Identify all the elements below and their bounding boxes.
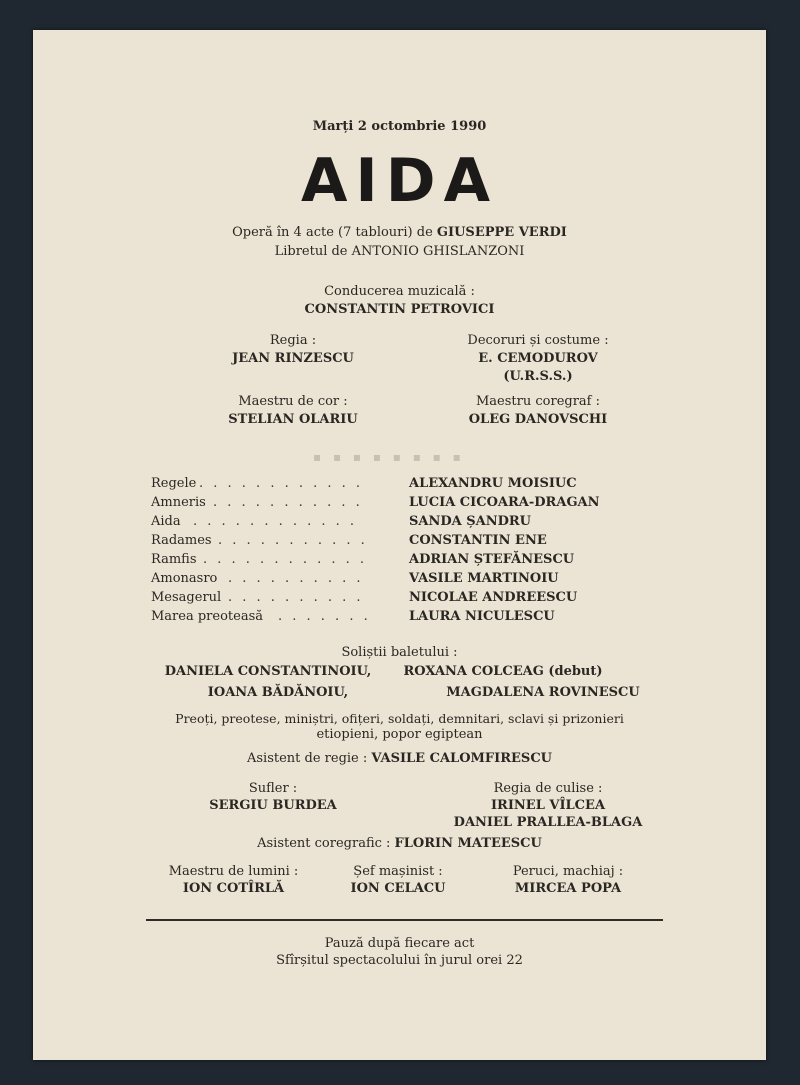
- ensemble-line-1: Preoți, preotese, miniștri, ofițeri, soldați, demnitari, sclavi și prizonieri: [175, 711, 624, 726]
- stage-manager: DANIEL PRALLEA-BLAGA: [453, 815, 643, 830]
- role-name: Aida: [151, 514, 181, 529]
- actor-name: LAURA NICULESCU: [409, 609, 555, 624]
- director-label: Regia :: [269, 333, 317, 348]
- role-name: Marea preoteasă: [151, 609, 263, 624]
- performance-date: Marți 2 octombrie 1990: [312, 119, 487, 134]
- conductor: CONSTANTIN PETROVICI: [304, 302, 495, 317]
- ballet-soloist: ROXANA COLCEAG (debut): [403, 664, 603, 679]
- assistant-director: VASILE CALOMFIRESCU: [371, 751, 552, 766]
- dot-leader: . . . . . . . . . . .: [218, 533, 368, 548]
- sets-origin: (U.R.S.S.): [503, 369, 573, 384]
- role-name: Amneris: [151, 495, 206, 510]
- machinist-label: Șef mașinist :: [353, 864, 443, 879]
- actor-name: VASILE MARTINOIU: [409, 571, 559, 586]
- choreographer: OLEG DANOVSCHI: [468, 412, 608, 427]
- chorus-master: STELIAN OLARIU: [228, 412, 358, 427]
- dot-leader: . . . . . . . . . . . .: [193, 514, 358, 529]
- actor-name: CONSTANTIN ENE: [409, 533, 547, 548]
- choreographer-label: Maestru coregraf :: [476, 394, 600, 409]
- libretto-line: [33, 244, 766, 260]
- director: JEAN RINZESCU: [232, 351, 354, 366]
- dot-leader: . . . . . . . . . . .: [213, 495, 363, 510]
- role-name: Amonasro: [151, 571, 218, 586]
- actor-name: LUCIA CICOARA-DRAGAN: [409, 495, 600, 510]
- role-name: Radames: [151, 533, 212, 548]
- actor-name: ALEXANDRU MOISIUC: [409, 476, 577, 491]
- dot-leader: . . . . . . . . . .: [228, 590, 364, 605]
- subtitle: [33, 225, 766, 241]
- lighting-label: Maestru de lumini :: [168, 864, 299, 879]
- actor-name: ADRIAN ȘTEFĂNESCU: [409, 552, 575, 567]
- actor-name: SANDA ȘANDRU: [409, 514, 532, 529]
- dot-leader: . . . . . . . . . .: [228, 571, 364, 586]
- footer-end-time: Sfîrșitul spectacolului în jurul orei 22: [276, 953, 523, 968]
- conductor-label: Conducerea muzicală :: [324, 284, 475, 299]
- librettist: ANTONIO GHISLANZONI: [351, 244, 525, 259]
- role-name: Regele: [151, 476, 197, 491]
- assistant-choreographer-line: [33, 836, 766, 852]
- lighting-master: ION COTÎRLĂ: [182, 881, 285, 896]
- sets-label: Decoruri și costume :: [467, 333, 609, 348]
- faded-ink-smudge: ▪ ▪ ▪ ▪ ▪ ▪ ▪ ▪: [313, 450, 465, 464]
- subtitle-prefix: Operă în 4 acte (7 tablouri) de: [232, 225, 437, 240]
- role-name: Ramfis: [151, 552, 197, 567]
- assistant-choreographer: FLORIN MATEESCU: [394, 836, 542, 851]
- dot-leader: . . . . . . . . . . . .: [199, 476, 364, 491]
- stage-manager-label: Regia de culise :: [493, 781, 603, 796]
- chorus-label: Maestru de cor :: [238, 394, 348, 409]
- libretto-prefix: Libretul de: [274, 244, 352, 259]
- ensemble-line-2: etiopieni, popor egiptean: [316, 727, 483, 742]
- prompter-label: Sufler :: [248, 781, 298, 796]
- assistant-director-label: Asistent de regie :: [246, 751, 372, 766]
- dot-leader: . . . . . . . . . . . .: [203, 552, 368, 567]
- composer: GIUSEPPE VERDI: [436, 225, 567, 240]
- divider-line: [146, 919, 663, 921]
- ballet-label: Soliștii baletului :: [341, 645, 458, 660]
- actor-name: NICOLAE ANDREESCU: [409, 590, 578, 605]
- ballet-soloist: DANIELA CONSTANTINOIU,: [164, 664, 372, 679]
- prompter: SERGIU BURDEA: [209, 798, 337, 813]
- assistant-director-line: [33, 751, 766, 767]
- role-name: Mesagerul: [151, 590, 222, 605]
- opera-title: AIDA: [301, 146, 498, 216]
- footer-intermission: Pauză după fiecare act: [324, 936, 475, 951]
- makeup-label: Peruci, machiaj :: [512, 864, 624, 879]
- ballet-soloist: IOANA BĂDĂNOIU,: [207, 685, 349, 700]
- ballet-soloist: MAGDALENA ROVINESCU: [446, 685, 640, 700]
- assistant-choreographer-label: Asistent coregrafic :: [257, 836, 395, 851]
- sets-designer: E. CEMODUROV: [478, 351, 598, 366]
- dot-leader: . . . . . . .: [278, 609, 371, 624]
- makeup-artist: MIRCEA POPA: [514, 881, 622, 896]
- stage-manager: IRINEL VÎLCEA: [490, 798, 606, 813]
- program-sheet: [33, 30, 766, 1060]
- chief-machinist: ION CELACU: [350, 881, 446, 896]
